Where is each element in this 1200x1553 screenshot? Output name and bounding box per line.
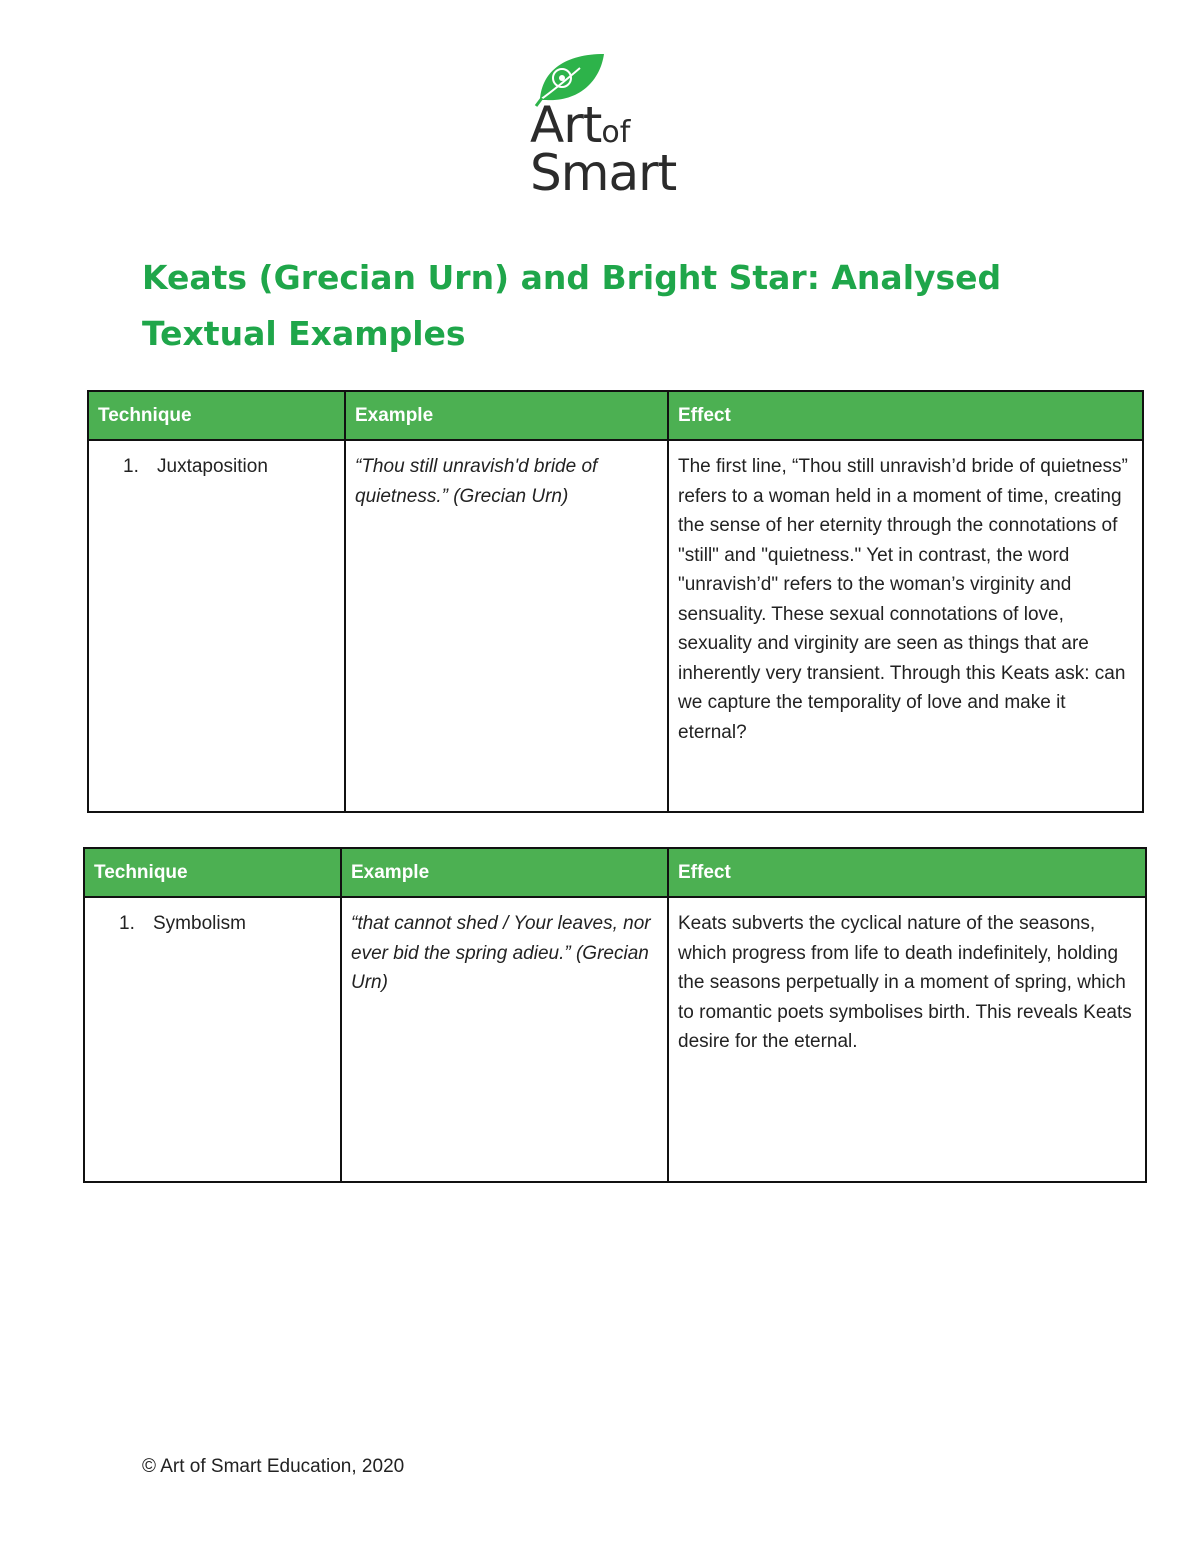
technique-label: Symbolism [153, 913, 246, 934]
header-example: Example [341, 848, 668, 897]
header-example: Example [345, 391, 668, 440]
table-row [84, 897, 1146, 1182]
list-number: 1. [119, 913, 135, 934]
header-technique: Technique [84, 848, 341, 897]
table-header-row [84, 848, 1146, 897]
analysis-table-1 [87, 390, 1144, 813]
footer-copyright: © Art of Smart Education, 2020 [142, 1456, 405, 1477]
table-row [88, 440, 1143, 812]
example-cell: “Thou still unravish'd bride of quietness.” (Grecian Urn) [345, 440, 668, 812]
page-title: Keats (Grecian Urn) and Bright Star: Analysed Textual Examples [142, 258, 1002, 353]
header-effect: Effect [668, 391, 1143, 440]
list-number: 1. [123, 456, 139, 477]
technique-label: Juxtaposition [157, 456, 268, 477]
example-cell: “that cannot shed / Your leaves, nor ever bid the spring adieu.” (Grecian Urn) [341, 897, 668, 1182]
logo [520, 48, 690, 208]
effect-cell: The first line, “Thou still unravish’d bride of quietness” refers to a woman held in a moment of time, creating the sense of her eternity through the connotations of "still" and "quietness." Yet in contrast, the word "unravish’d" refers to the woman’s virginity and sensuality. These sexual connotations of love, sexuality and virginity are seen as things that are inherently very transient. Through this Keats ask: can we capture the temporality of love and make it eternal? [668, 440, 1143, 812]
analysis-table-2 [83, 847, 1147, 1183]
header-effect: Effect [668, 848, 1146, 897]
technique-cell [84, 897, 341, 1182]
effect-cell: Keats subverts the cyclical nature of the seasons, which progress from life to death indefinitely, holding the seasons perpetually in a moment of spring, which to romantic poets symbolises birth. This reveals Keats desire for the eternal. [668, 897, 1146, 1182]
logo-wordmark: Artof Smart [530, 96, 677, 202]
header-technique: Technique [88, 391, 345, 440]
table-header-row [88, 391, 1143, 440]
technique-cell [88, 440, 345, 812]
